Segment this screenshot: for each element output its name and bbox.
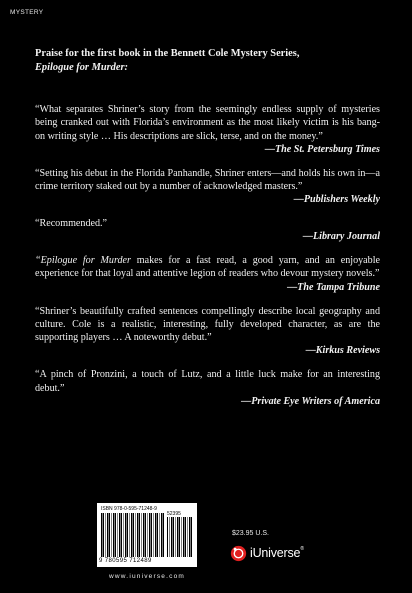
trademark-symbol: ® — [300, 546, 304, 552]
review-text-rest: makes for a fast read, a good yarn, and an enjoyable experience for that loyal and attentive legion of readers who devour mystery novels.” — [35, 255, 380, 280]
publisher-name — [250, 546, 304, 560]
review-source: —The Tampa Tribune — [287, 281, 380, 293]
review-source: —Kirkus Reviews — [305, 345, 380, 357]
barcode-bars — [101, 513, 165, 557]
publisher-logo — [230, 544, 304, 562]
review-source: —Library Journal — [302, 231, 380, 243]
isbn-text: ISBN 978-0-595-71248-9 — [101, 506, 157, 512]
publisher-name-text: iUniverse — [250, 546, 301, 560]
review-item — [35, 368, 380, 408]
review-source: —Private Eye Writers of America — [241, 395, 380, 407]
barcode-digits: 9 780595 712489 — [99, 558, 152, 564]
price-label: $23.95 U.S. — [232, 530, 269, 537]
barcode — [97, 503, 197, 567]
review-text: “What separates Shriner’s story from the seemingly endless supply of mysteries being cranked out with Florida’s environment as the most likely victim is his bang-on writing style … His descriptions are slick, terse, and on the money.” — [35, 104, 380, 142]
review-book-title: “Epilogue for Murder — [35, 255, 131, 267]
publisher-website: www.iuniverse.com — [108, 573, 186, 580]
praise-heading — [35, 47, 380, 75]
praise-book-title: Epilogue for Murder: — [35, 62, 128, 73]
barcode-addon-number: 52395 — [167, 511, 181, 517]
review-item — [35, 305, 380, 358]
review-text: “Recommended.” — [35, 218, 108, 230]
review-text: “Shriner’s beautifully crafted sentences compellingly describe local geography and culture. Cole is a realistic, interesting, fully developed character, as are the supporting players … A noteworthy debut.” — [35, 305, 380, 344]
review-item — [35, 103, 380, 156]
praise-heading-text: Praise for the first book in the Bennett Cole Mystery Series, — [35, 48, 300, 59]
iuniverse-logo-icon — [230, 545, 247, 562]
review-text: “A pinch of Pronzini, a touch of Lutz, and a little luck make for an interesting debut.” — [35, 369, 380, 394]
review-text — [35, 254, 380, 281]
genre-label: MYSTERY — [10, 9, 44, 16]
barcode-addon-bars — [167, 517, 194, 557]
review-text: “Setting his debut in the Florida Panhandle, Shriner enters—and holds his own in—a crime territory staked out by a number of acknowledged masters.” — [35, 167, 380, 192]
review-source: —The St. Petersburg Times — [264, 143, 380, 155]
review-item — [35, 217, 380, 244]
reviews-list — [35, 103, 380, 419]
review-item — [35, 254, 380, 294]
review-source: —Publishers Weekly — [293, 194, 380, 206]
review-item — [35, 167, 380, 207]
